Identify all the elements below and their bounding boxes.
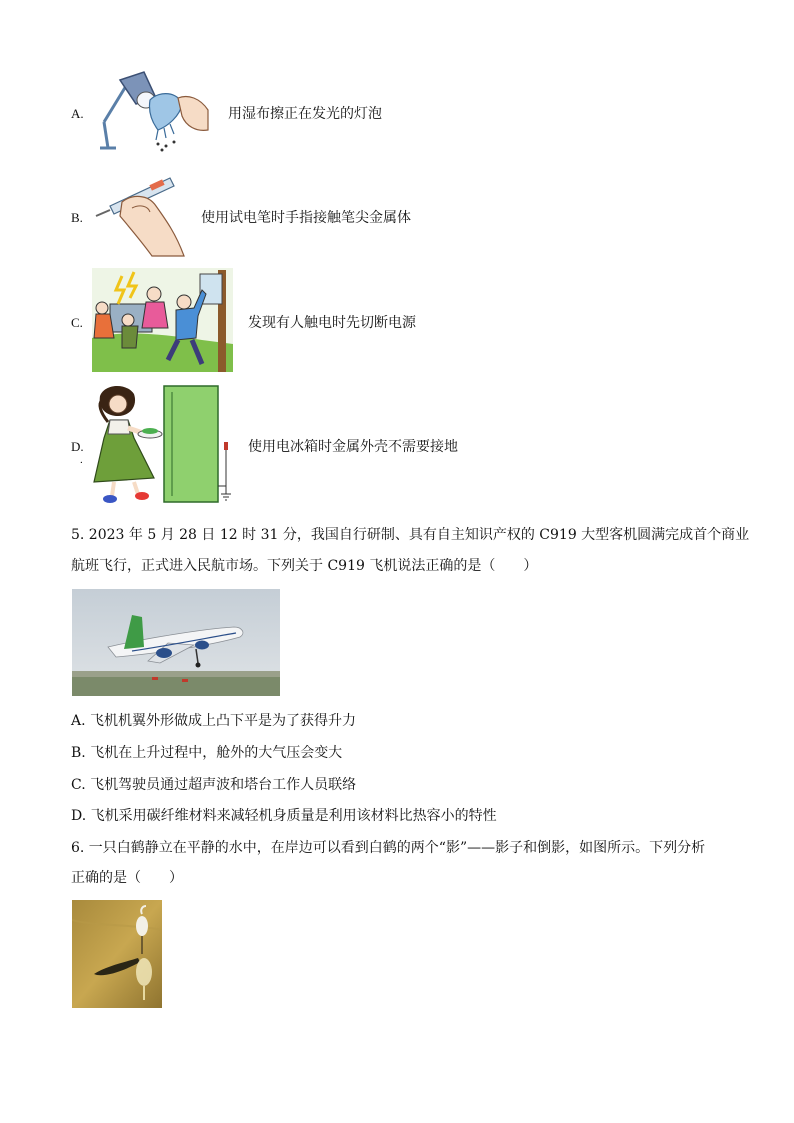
option-a-label: A.: [71, 106, 84, 121]
option-d-text: 使用电冰箱时金属外壳不需要接地: [248, 439, 458, 455]
c919-airplane-photo: [72, 589, 280, 696]
electric-shock-figure: [92, 268, 233, 372]
q6-stem-line2: 正确的是（ ）: [71, 870, 183, 886]
option-c-label: C.: [71, 315, 83, 330]
option-c-text: 发现有人触电时先切断电源: [248, 315, 416, 331]
test-pen-figure: [92, 172, 188, 258]
lamp-cloth-figure: [96, 70, 212, 154]
crane-reflection-photo: [72, 900, 162, 1008]
fridge-girl-figure: [90, 382, 240, 506]
q5-stem-line2: 航班飞行，正式进入民航市场。下列关于 C919 飞机说法正确的是（ ）: [71, 558, 538, 574]
option-b-text: 使用试电笔时手指接触笔尖金属体: [201, 210, 411, 226]
q5-stem-line1: 5. 2023 年 5 月 28 日 12 时 31 分，我国自行研制、具有自主知识产权的 C919 大型客机圆满完成首个商业: [71, 527, 750, 543]
q5-option-c: C. 飞机驾驶员通过超声波和塔台工作人员联络: [71, 777, 357, 793]
q5-option-d: D. 飞机采用碳纤维材料来减轻机身质量是利用该材料比热容小的特性: [71, 808, 497, 824]
q5-option-b: B. 飞机在上升过程中，舱外的大气压会变大: [71, 745, 343, 761]
option-d-label: D.: [71, 439, 84, 454]
option-d-dot: .: [80, 454, 83, 466]
q5-option-a: A. 飞机机翼外形做成上凸下平是为了获得升力: [71, 713, 357, 729]
q6-stem-line1: 6. 一只白鹤静立在平静的水中，在岸边可以看到白鹤的两个“影”——影子和倒影，如图所示。下列分析: [71, 840, 706, 856]
option-b-label: B.: [71, 210, 83, 225]
option-a-text: 用湿布擦正在发光的灯泡: [228, 106, 382, 122]
